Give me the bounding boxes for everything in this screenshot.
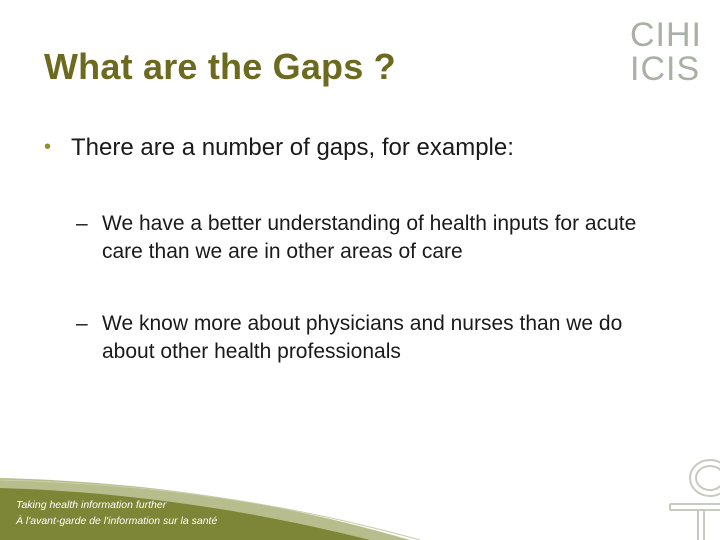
slide-title: What are the Gaps ? bbox=[44, 46, 396, 87]
sub-bullet-dash: – bbox=[76, 312, 88, 335]
cihi-logo bbox=[630, 18, 702, 86]
sub-bullet bbox=[76, 310, 642, 366]
main-bullet bbox=[44, 134, 514, 162]
sub-bullet bbox=[76, 210, 642, 266]
cihi-symbol-icon bbox=[662, 452, 720, 540]
footer-tagline-en: Taking health information further bbox=[16, 499, 167, 511]
sub-bullet-dash: – bbox=[76, 212, 88, 235]
footer-tagline-fr: À l'avant-garde de l'information sur la santé bbox=[16, 515, 218, 527]
main-bullet-text: There are a number of gaps, for example: bbox=[71, 134, 514, 161]
bullet-dot: • bbox=[44, 136, 52, 158]
sub-bullet-text: We know more about physicians and nurses than we do about other health professionals bbox=[102, 312, 623, 363]
logo-line-en: CIHI bbox=[630, 16, 702, 54]
sub-bullet-text: We have a better understanding of health inputs for acute care than we are in other areas of care bbox=[102, 212, 637, 263]
logo-line-fr: ICIS bbox=[630, 50, 701, 88]
